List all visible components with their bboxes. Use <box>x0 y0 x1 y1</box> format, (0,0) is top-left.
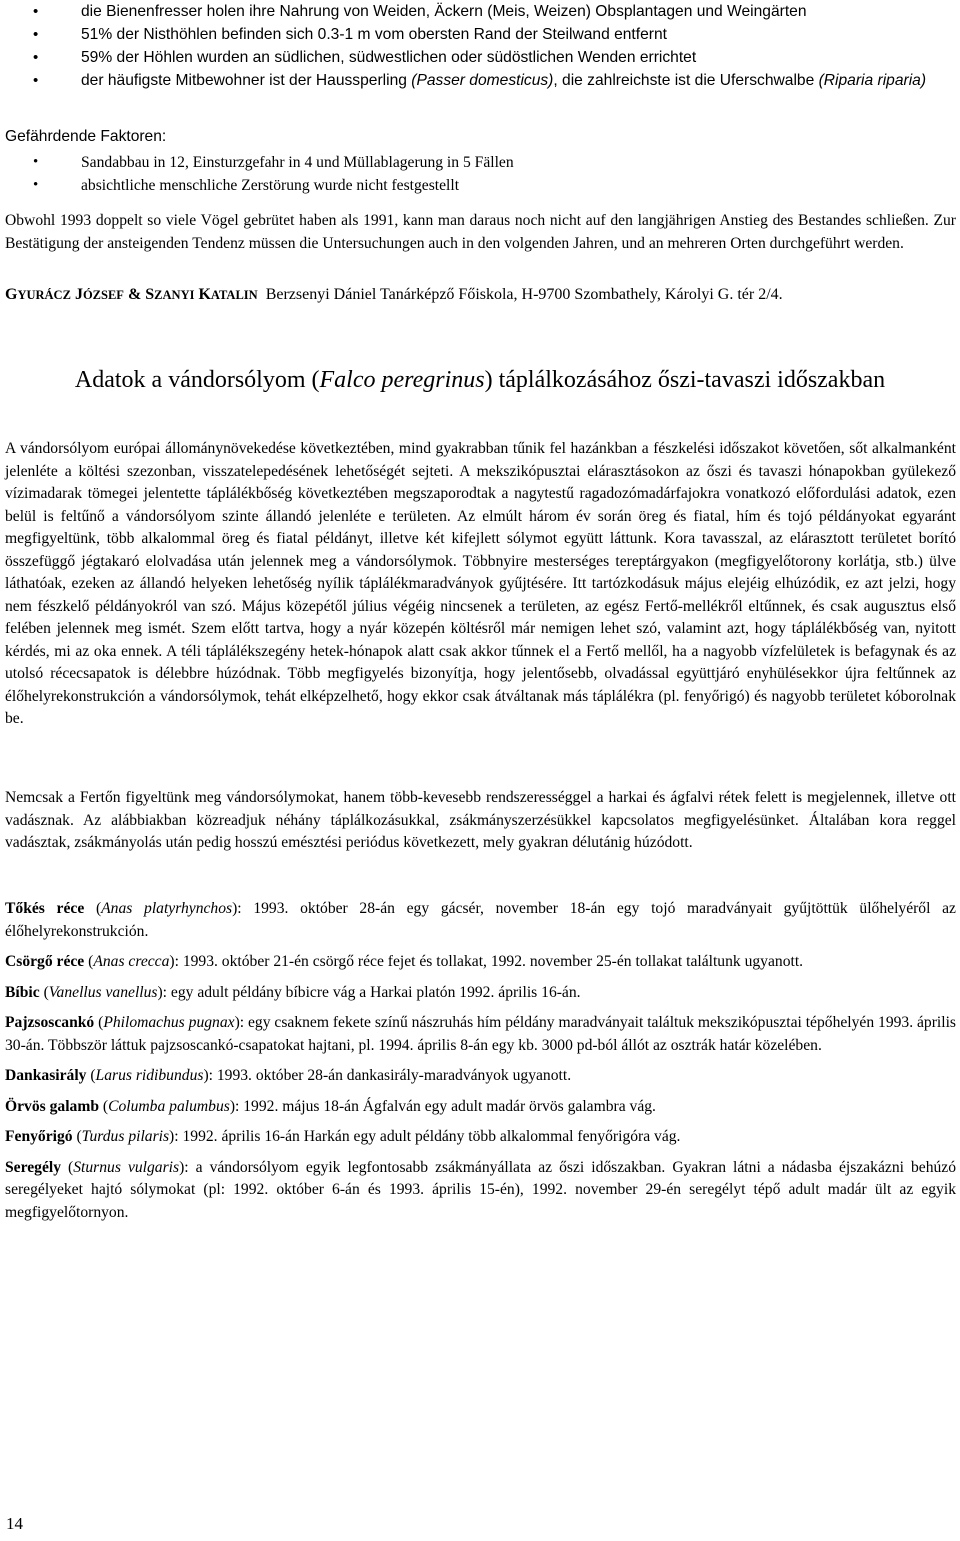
species-entry: Dankasirály (Larus ridibundus): 1993. október 28-án dankasirály-maradványok ugyanott. <box>5 1067 572 1084</box>
list-item: • 59% der Höhlen wurden an südlichen, südwestlichen oder südöstlichen Wenden errichtet <box>0 46 960 69</box>
author-affiliation: Berzsenyi Dániel Tanárképző Főiskola, H-9700 Szombathely, Károlyi G. tér 2/4. <box>265 286 783 303</box>
factors-heading: Gefährdende Faktoren: <box>5 128 167 145</box>
list-item: • 51% der Nisthöhlen befinden sich 0.3-1 m vom obersten Rand der Steilwand entfernt <box>0 23 960 46</box>
species-list <box>5 898 956 1232</box>
bullet-list-nesting-facts <box>0 0 960 92</box>
species-entry: Tőkés réce (Anas platyrhynchos): 1993. október 28-án egy gácsér, november 18-án egy tojó maradványait gyűjtöttük ülőhelyéről az élőhelyrekonstrukción. <box>5 900 956 940</box>
list-item: • absichtliche menschliche Zerstörung wurde nicht festgestellt <box>0 174 960 197</box>
list-item: • die Bienenfresser holen ihre Nahrung von Weiden, Äckern (Meis, Weizen) Obsplantagen und Weingärten <box>0 0 960 23</box>
page-number: 14 <box>6 1514 23 1533</box>
species-entry: Csörgő réce (Anas crecca): 1993. október 21-én csörgő réce fejet és tollakat, 1992. november 25-én tollakat találtunk ugyanott. <box>5 953 804 970</box>
german-conclusion-paragraph: Obwohl 1993 doppelt so viele Vögel gebrütet haben als 1991, kann man daraus noch nicht auf den langjährigen Anstieg des Bestandes schließen. Zur Bestätigung der ansteigenden Tendenz müssen die Untersuchungen auch in den volgenden Jahren, und an mehreren Orten durchgeführt werden. <box>5 212 956 252</box>
species-entry: Pajzsoscankó (Philomachus pugnax): egy csaknem fekete színű nászruhás hím példány maradványait találtuk mekszikópusztai tépőhelyén 1993. április 30-án. Többször láttuk pajzsoscankó-csapatokat hajtani, pl. 1994. április 8-án egy kb. 3000 pd-ból állót az osztrák határ közelében. <box>5 1014 956 1054</box>
species-entry: Seregély (Sturnus vulgaris): a vándorsólyom egyik legfontosabb zsákmányállata az őszi időszakban. Gyakran látni a nádasba éjszakázni behúzó seregélyeket hajtó sólymokat (pl: 1992. október 6-án és 1993. április 15-én), 1992. november 29-én seregélyt tépő adult madár ült az egyik megfigyelőtornyon. <box>5 1158 957 1221</box>
species-entry: Bíbic (Vanellus vanellus): egy adult példány bíbicre vág a Harkai platón 1992. április 16-án. <box>5 983 581 1001</box>
intro-paragraph: A vándorsólyom európai állománynövekedése következtében, mind gyakrabban tűnik fel hazánkban a fészkelési időszakot követően, sőt alkalmanként jelenléte a költési szezonban, visszatelepedésének lehetőségét sejteti. A mekszikópusztai elárasztásokon az őszi és tavaszi hónapokban gyülekező vízimadarak tömegei jelentette táplálékbőség következtében megszaporodtak a nagytestű ragadozómadárfajokra vonatkozó előfordulási adatok, ezen belül is feltűnő a vándorsólyom szinte állandó jelenléte e területen. Az elmúlt három év során öreg és fiatal, hím és tojó példányokat egyaránt megfigyeltünk, több alkalommal öreg és fiatal példányt, illetve két kifejlett sólymot együtt láttunk. Kora tavasszal, az elárasztott területet borító összefüggő jégtakaró elolvadása után jelennek meg a vándorsólymok. Többnyire mesterséges tereptárgyakon (megfigyelőtorony korlátja, stb.) ülve láthatóak, ezeken az állandó helyeken lehetőség nyílik táplálékmaradványok gyűjtésére. Itt tartózkodásuk május elejéig elhúzódik, ez azt jelzi, hogy nem fészkelő példányokról van szó. Május közepétől július végéig nincsenek a területen, az egész Fertő-mellékről eltűnnek, és csak augusztus első felében jelennek meg ismét. Szem előtt tartva, hogy a nyár közepén költésről már nemigen lehet szó, valamint azt, hogy táplálékbőség van, nyitott kérdés, mi az oka ennek. A téli táplálékszegény hetek-hónapok alatt csak akkor tűnnek el a Fertő mellől, ha a nagyobb vízfelületek is befagynak és az utolsó récecsapatok is délebbre húzódnak. Több megfigyelés bizonyítja, hogy jelentősebb, olvadással együttjáró enyhülésekkor újra feltűnnek az élőhelyrekonstrukción a vándorsólymok, tehát elképzelhető, hogy ekkor csak átváltanak más táplálékra (pl. fenyőrigó) és nagyobb területet kóborolnak be. <box>5 440 956 727</box>
species-entry: Örvös galamb (Columba palumbus): 1992. május 18-án Ágfalván egy adult madár örvös galambra vág. <box>5 1097 656 1115</box>
observation-paragraph: Nemcsak a Fertőn figyeltünk meg vándorsólymokat, hanem több-kevesebb rendszerességgel a harkai és ágfalvi rétek felett is megjelennek, illetve ott vadásznak. Az alábbiakban közreadjuk néhány táplálkozásukkal, zsákmányszerzésükkel kapcsolatos megfigyelésünket. Általában kora reggel vadásztak, zsákmányolás után pedig hosszú emésztési periódus következett, mely gyakran délutánig húzódott. <box>5 789 956 851</box>
species-entry: Fenyőrigó (Turdus pilaris): 1992. április 16-án Harkán egy adult példány több alkalommal fenyőrigóra vág. <box>5 1128 681 1145</box>
bullet-list-threat-factors <box>0 151 960 197</box>
list-item: • der häufigste Mitbewohner ist der Haussperling (Passer domesticus), die zahlreichste ist die Uferschwalbe (Riparia riparia) <box>0 69 960 92</box>
author-line: GYURÁCZ JÓZSEF & SZANYI KATALIN Berzsenyi Dániel Tanárképző Főiskola, H-9700 Szombathely, Károlyi G. tér 2/4. <box>5 286 783 303</box>
article-title: Adatok a vándorsólyom (Falco peregrinus) táplálkozásához őszi-tavaszi időszakban <box>74 367 886 393</box>
list-item: • Sandabbau in 12, Einsturzgefahr in 4 und Müllablagerung in 5 Fällen <box>0 151 960 174</box>
